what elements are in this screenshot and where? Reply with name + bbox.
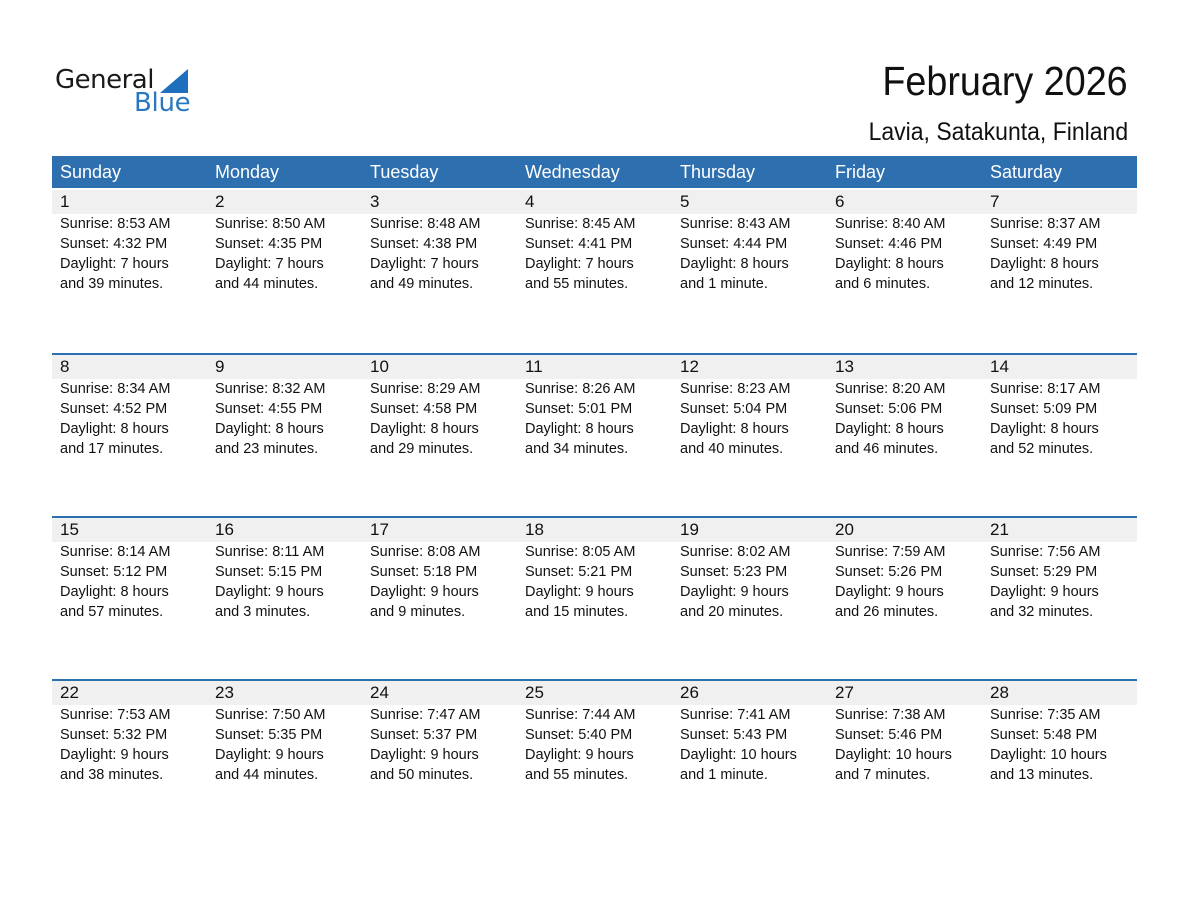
daylight-hours: Daylight: 10 hours	[680, 747, 797, 763]
week-row	[52, 188, 1137, 353]
day-number: 11	[525, 357, 543, 376]
weekday-header-monday: Monday	[215, 162, 280, 182]
daylight-minutes: and 38 minutes.	[60, 767, 164, 783]
sunset-time: Sunset: 5:32 PM	[60, 727, 168, 743]
day-number: 12	[680, 357, 699, 376]
sunrise-time: Sunrise: 8:32 AM	[215, 381, 326, 397]
week-row	[52, 516, 1137, 679]
sunset-time: Sunset: 4:38 PM	[370, 236, 478, 252]
daylight-hours: Daylight: 8 hours	[525, 421, 634, 437]
daylight-hours: Daylight: 9 hours	[990, 584, 1099, 600]
sunrise-time: Sunrise: 8:34 AM	[60, 381, 171, 397]
day-cell	[672, 518, 827, 622]
sunset-time: Sunset: 5:23 PM	[680, 564, 788, 580]
sunset-time: Sunset: 5:12 PM	[60, 564, 168, 580]
day-cell	[362, 188, 517, 294]
daylight-hours: Daylight: 9 hours	[835, 584, 944, 600]
sunset-time: Sunset: 4:55 PM	[215, 401, 323, 417]
sunset-time: Sunset: 4:41 PM	[525, 236, 633, 252]
sunset-time: Sunset: 5:35 PM	[215, 727, 323, 743]
day-number: 5	[680, 192, 690, 211]
week-row	[52, 353, 1137, 516]
sunset-time: Sunset: 5:15 PM	[215, 564, 323, 580]
day-number: 27	[835, 683, 854, 702]
daylight-hours: Daylight: 8 hours	[60, 584, 169, 600]
day-number: 25	[525, 683, 544, 702]
daylight-minutes: and 55 minutes.	[525, 767, 629, 783]
daylight-minutes: and 9 minutes.	[370, 604, 466, 620]
sunrise-time: Sunrise: 8:53 AM	[60, 216, 171, 232]
sunset-time: Sunset: 5:40 PM	[525, 727, 633, 743]
sunrise-time: Sunrise: 8:11 AM	[215, 544, 325, 560]
sunrise-time: Sunrise: 7:38 AM	[835, 707, 946, 723]
daylight-minutes: and 55 minutes.	[525, 276, 629, 292]
daylight-minutes: and 57 minutes.	[60, 604, 164, 620]
sunrise-time: Sunrise: 8:23 AM	[680, 381, 791, 397]
daylight-minutes: and 15 minutes.	[525, 604, 629, 620]
day-cell	[52, 681, 207, 785]
daylight-hours: Daylight: 8 hours	[680, 421, 789, 437]
sunrise-time: Sunrise: 7:44 AM	[525, 707, 636, 723]
sunrise-time: Sunrise: 8:14 AM	[60, 544, 171, 560]
weekday-header-saturday: Saturday	[990, 162, 1063, 182]
sunrise-time: Sunrise: 8:29 AM	[370, 381, 481, 397]
day-cell	[672, 188, 827, 294]
sunrise-time: Sunrise: 8:43 AM	[680, 216, 791, 232]
day-cell	[517, 681, 672, 785]
sunset-time: Sunset: 5:29 PM	[990, 564, 1098, 580]
day-cell	[827, 188, 982, 294]
page-title: February 2026	[882, 58, 1128, 104]
sunset-time: Sunset: 5:06 PM	[835, 401, 943, 417]
daylight-hours: Daylight: 8 hours	[990, 256, 1099, 272]
sunset-time: Sunset: 5:09 PM	[990, 401, 1098, 417]
day-cell	[52, 518, 207, 622]
sunrise-time: Sunrise: 8:37 AM	[990, 216, 1101, 232]
day-number: 22	[60, 683, 79, 702]
sunset-time: Sunset: 4:49 PM	[990, 236, 1098, 252]
day-number: 2	[215, 192, 225, 211]
daylight-hours: Daylight: 9 hours	[370, 584, 479, 600]
daylight-hours: Daylight: 8 hours	[680, 256, 789, 272]
day-number: 8	[60, 357, 70, 376]
logo-text-blue: Blue	[134, 88, 191, 118]
daylight-hours: Daylight: 9 hours	[215, 584, 324, 600]
day-cell	[517, 188, 672, 294]
weekday-header-thursday: Thursday	[680, 162, 756, 182]
week-row	[52, 679, 1137, 842]
sunset-time: Sunset: 5:48 PM	[990, 727, 1098, 743]
day-cell	[207, 188, 362, 294]
sunrise-time: Sunrise: 7:41 AM	[680, 707, 791, 723]
day-number: 6	[835, 192, 845, 211]
sunrise-time: Sunrise: 8:08 AM	[370, 544, 481, 560]
daylight-minutes: and 12 minutes.	[990, 276, 1094, 292]
daylight-hours: Daylight: 8 hours	[835, 256, 944, 272]
daylight-hours: Daylight: 9 hours	[525, 584, 634, 600]
logo-text-general: General	[55, 65, 154, 95]
sunrise-time: Sunrise: 8:20 AM	[835, 381, 946, 397]
day-cell	[362, 355, 517, 459]
day-cell	[672, 355, 827, 459]
day-number: 4	[525, 192, 535, 211]
daylight-hours: Daylight: 7 hours	[370, 256, 479, 272]
day-number: 24	[370, 683, 389, 702]
sunrise-time: Sunrise: 8:40 AM	[835, 216, 946, 232]
sunrise-time: Sunrise: 7:50 AM	[215, 707, 326, 723]
sunrise-time: Sunrise: 8:05 AM	[525, 544, 636, 560]
day-number: 1	[60, 192, 70, 211]
daylight-minutes: and 29 minutes.	[370, 441, 474, 457]
sunset-time: Sunset: 5:43 PM	[680, 727, 788, 743]
daylight-minutes: and 44 minutes.	[215, 767, 319, 783]
daylight-minutes: and 20 minutes.	[680, 604, 784, 620]
daylight-hours: Daylight: 8 hours	[835, 421, 944, 437]
day-cell	[207, 681, 362, 785]
day-cell	[207, 355, 362, 459]
daylight-hours: Daylight: 9 hours	[370, 747, 479, 763]
daylight-hours: Daylight: 10 hours	[990, 747, 1107, 763]
sunrise-time: Sunrise: 7:59 AM	[835, 544, 946, 560]
day-cell	[362, 518, 517, 622]
daylight-hours: Daylight: 9 hours	[680, 584, 789, 600]
day-cell	[982, 518, 1137, 622]
sunset-time: Sunset: 5:26 PM	[835, 564, 943, 580]
sunset-time: Sunset: 5:37 PM	[370, 727, 478, 743]
day-cell	[982, 681, 1137, 785]
sunrise-time: Sunrise: 7:53 AM	[60, 707, 171, 723]
day-number: 17	[370, 520, 389, 539]
daylight-minutes: and 50 minutes.	[370, 767, 474, 783]
day-number: 7	[990, 192, 1000, 211]
daylight-minutes: and 3 minutes.	[215, 604, 311, 620]
day-number: 21	[990, 520, 1009, 539]
day-number: 16	[215, 520, 234, 539]
weekday-header-tuesday: Tuesday	[370, 162, 439, 182]
daylight-minutes: and 32 minutes.	[990, 604, 1094, 620]
daylight-minutes: and 44 minutes.	[215, 276, 319, 292]
day-number: 28	[990, 683, 1009, 702]
sunrise-time: Sunrise: 8:02 AM	[680, 544, 791, 560]
sunset-time: Sunset: 4:32 PM	[60, 236, 168, 252]
daylight-hours: Daylight: 8 hours	[370, 421, 479, 437]
sunrise-time: Sunrise: 7:56 AM	[990, 544, 1101, 560]
sunrise-time: Sunrise: 8:48 AM	[370, 216, 481, 232]
weekday-header-friday: Friday	[835, 162, 886, 182]
daylight-minutes: and 7 minutes.	[835, 767, 931, 783]
daylight-hours: Daylight: 7 hours	[60, 256, 169, 272]
day-number: 20	[835, 520, 854, 539]
daylight-hours: Daylight: 8 hours	[215, 421, 324, 437]
sunset-time: Sunset: 4:46 PM	[835, 236, 943, 252]
day-number: 15	[60, 520, 79, 539]
day-number: 14	[990, 357, 1009, 376]
daylight-minutes: and 34 minutes.	[525, 441, 629, 457]
daylight-minutes: and 13 minutes.	[990, 767, 1094, 783]
day-cell	[982, 355, 1137, 459]
sunset-time: Sunset: 5:18 PM	[370, 564, 478, 580]
day-cell	[827, 518, 982, 622]
day-cell	[517, 355, 672, 459]
sunrise-time: Sunrise: 8:26 AM	[525, 381, 636, 397]
sunset-time: Sunset: 5:01 PM	[525, 401, 633, 417]
day-cell	[52, 188, 207, 294]
sunset-time: Sunset: 5:46 PM	[835, 727, 943, 743]
weekday-header-row	[52, 156, 1137, 188]
day-cell	[827, 355, 982, 459]
daylight-minutes: and 1 minute.	[680, 767, 768, 783]
day-cell	[982, 188, 1137, 294]
location-subtitle: Lavia, Satakunta, Finland	[868, 118, 1128, 146]
daylight-hours: Daylight: 7 hours	[215, 256, 324, 272]
daylight-minutes: and 26 minutes.	[835, 604, 939, 620]
weekday-header-sunday: Sunday	[60, 162, 122, 182]
daylight-minutes: and 52 minutes.	[990, 441, 1094, 457]
day-number: 19	[680, 520, 699, 539]
sunrise-time: Sunrise: 8:17 AM	[990, 381, 1101, 397]
sunset-time: Sunset: 4:52 PM	[60, 401, 168, 417]
sunset-time: Sunset: 4:58 PM	[370, 401, 478, 417]
daylight-minutes: and 1 minute.	[680, 276, 768, 292]
day-cell	[517, 518, 672, 622]
sunset-time: Sunset: 4:44 PM	[680, 236, 788, 252]
daylight-hours: Daylight: 9 hours	[60, 747, 169, 763]
calendar-table	[52, 156, 1137, 842]
day-number: 18	[525, 520, 544, 539]
day-number: 10	[370, 357, 389, 376]
daylight-minutes: and 17 minutes.	[60, 441, 164, 457]
day-cell	[827, 681, 982, 785]
sunrise-time: Sunrise: 8:50 AM	[215, 216, 326, 232]
sunset-time: Sunset: 5:21 PM	[525, 564, 633, 580]
day-number: 9	[215, 357, 225, 376]
daylight-minutes: and 6 minutes.	[835, 276, 931, 292]
daylight-hours: Daylight: 9 hours	[215, 747, 324, 763]
daylight-minutes: and 49 minutes.	[370, 276, 474, 292]
weekday-header-wednesday: Wednesday	[525, 162, 620, 182]
sunset-time: Sunset: 5:04 PM	[680, 401, 788, 417]
daylight-minutes: and 46 minutes.	[835, 441, 939, 457]
sunrise-time: Sunrise: 8:45 AM	[525, 216, 636, 232]
day-cell	[672, 681, 827, 785]
daylight-hours: Daylight: 10 hours	[835, 747, 952, 763]
sunset-time: Sunset: 4:35 PM	[215, 236, 323, 252]
daylight-hours: Daylight: 8 hours	[60, 421, 169, 437]
sunrise-time: Sunrise: 7:47 AM	[370, 707, 481, 723]
day-number: 13	[835, 357, 854, 376]
sunrise-time: Sunrise: 7:35 AM	[990, 707, 1101, 723]
day-cell	[52, 355, 207, 459]
daylight-minutes: and 23 minutes.	[215, 441, 319, 457]
daylight-minutes: and 39 minutes.	[60, 276, 164, 292]
daylight-hours: Daylight: 9 hours	[525, 747, 634, 763]
day-number: 26	[680, 683, 699, 702]
day-number: 23	[215, 683, 234, 702]
daylight-hours: Daylight: 7 hours	[525, 256, 634, 272]
calendar-body	[52, 188, 1137, 842]
day-cell	[362, 681, 517, 785]
day-cell	[207, 518, 362, 622]
day-number: 3	[370, 192, 380, 211]
generalblue-logo	[55, 64, 205, 124]
daylight-hours: Daylight: 8 hours	[990, 421, 1099, 437]
daylight-minutes: and 40 minutes.	[680, 441, 784, 457]
